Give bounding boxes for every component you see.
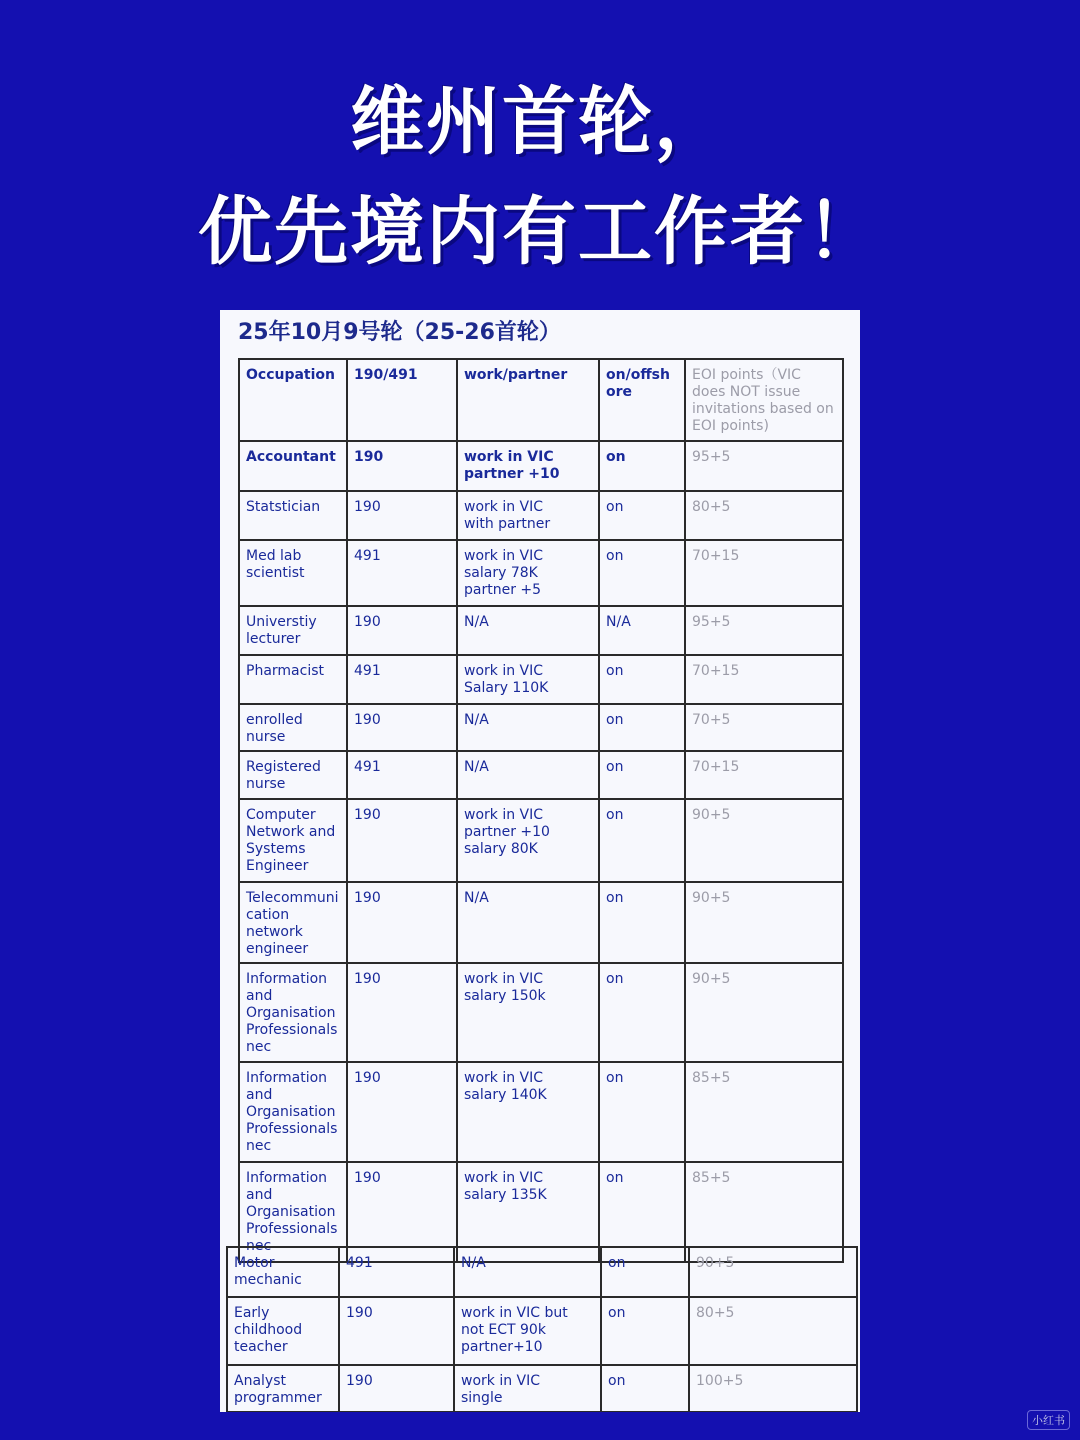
visa-cell: 190	[347, 799, 457, 882]
table-row	[239, 751, 843, 799]
shore-cell: on	[599, 799, 685, 882]
occupation-cell: Motor mechanic	[227, 1247, 339, 1297]
occupation-cell: Information and Organisation Professionals nec	[239, 963, 347, 1062]
work-partner-cell: work in VIC but not ECT 90k partner+10	[454, 1297, 601, 1365]
shore-cell: N/A	[599, 606, 685, 655]
visa-cell: 190	[347, 491, 457, 540]
shore-cell: on	[601, 1297, 689, 1365]
visa-cell: 491	[339, 1247, 454, 1297]
watermark: 小红书	[1027, 1410, 1070, 1430]
eoi-points-cell: 70+15	[685, 655, 843, 704]
shore-cell: on	[599, 491, 685, 540]
shore-cell: on	[599, 1062, 685, 1162]
work-partner-cell: work in VIC salary 140K	[457, 1062, 599, 1162]
table-row	[239, 704, 843, 751]
table-row	[239, 1062, 843, 1162]
eoi-points-cell: 90+5	[685, 963, 843, 1062]
shore-cell: on	[599, 540, 685, 606]
shore-cell: on	[601, 1247, 689, 1297]
table-row	[227, 1365, 857, 1412]
table-row	[239, 655, 843, 704]
eoi-points-cell: 90+5	[685, 882, 843, 963]
visa-cell: 190	[347, 441, 457, 491]
occupation-cell: enrolled nurse	[239, 704, 347, 751]
header-occupation: Occupation	[239, 359, 347, 441]
eoi-points-cell: 70+15	[685, 751, 843, 799]
work-partner-cell: work in VIC salary 150k	[457, 963, 599, 1062]
table-row	[239, 963, 843, 1062]
eoi-points-cell: 85+5	[685, 1062, 843, 1162]
occupation-cell: Pharmacist	[239, 655, 347, 704]
visa-cell: 190	[347, 1162, 457, 1262]
eoi-points-cell: 85+5	[685, 1162, 843, 1262]
table-row	[239, 882, 843, 963]
occupation-cell: Universtiy lecturer	[239, 606, 347, 655]
visa-cell: 190	[347, 704, 457, 751]
occupation-cell: Early childhood teacher	[227, 1297, 339, 1365]
table-row	[239, 799, 843, 882]
occupation-cell: Statstician	[239, 491, 347, 540]
work-partner-cell: work in VIC salary 135K	[457, 1162, 599, 1262]
document-card	[220, 310, 860, 1412]
eoi-points-cell: 70+15	[685, 540, 843, 606]
shore-cell: on	[599, 882, 685, 963]
shore-cell: on	[599, 1162, 685, 1262]
shore-cell: on	[601, 1365, 689, 1412]
table-row	[239, 441, 843, 491]
visa-cell: 190	[347, 1062, 457, 1162]
visa-cell: 491	[347, 655, 457, 704]
occupation-cell: Computer Network and Systems Engineer	[239, 799, 347, 882]
headline-line-1: 维州首轮，	[350, 79, 730, 165]
shore-cell: on	[599, 704, 685, 751]
eoi-points-cell: 95+5	[685, 606, 843, 655]
table-row	[239, 491, 843, 540]
visa-cell: 190	[347, 606, 457, 655]
shore-cell: on	[599, 963, 685, 1062]
work-partner-cell: N/A	[457, 606, 599, 655]
shore-cell: on	[599, 751, 685, 799]
header-eoi-points: EOI points（VIC does NOT issue invitations based on EOI points)	[685, 359, 843, 441]
shore-cell: on	[599, 441, 685, 491]
occupation-cell: Information and Organisation Professionals nec	[239, 1062, 347, 1162]
shore-cell: on	[599, 655, 685, 704]
occupation-cell: Accountant	[239, 441, 347, 491]
occupation-cell: Analyst programmer	[227, 1365, 339, 1412]
occupation-cell: Telecommunication network engineer	[239, 882, 347, 963]
eoi-points-cell: 90+5	[685, 799, 843, 882]
occupation-cell: Med lab scientist	[239, 540, 347, 606]
work-partner-cell: N/A	[454, 1247, 601, 1297]
eoi-points-cell: 80+5	[689, 1297, 857, 1365]
visa-cell: 190	[339, 1297, 454, 1365]
work-partner-cell: N/A	[457, 704, 599, 751]
eoi-points-cell: 100+5	[689, 1365, 857, 1412]
visa-cell: 190	[347, 963, 457, 1062]
eoi-points-cell: 90+5	[689, 1247, 857, 1297]
eoi-points-cell: 70+5	[685, 704, 843, 751]
header-visa: 190/491	[347, 359, 457, 441]
visa-cell: 491	[347, 540, 457, 606]
table-row	[239, 540, 843, 606]
work-partner-cell: work in VIC partner +10 salary 80K	[457, 799, 599, 882]
work-partner-cell: work in VIC Salary 110K	[457, 655, 599, 704]
work-partner-cell: N/A	[457, 882, 599, 963]
table-row	[227, 1247, 857, 1297]
header-work-partner: work/partner	[457, 359, 599, 441]
headline-line-2: 优先境内有工作者！	[198, 189, 882, 275]
visa-cell: 491	[347, 751, 457, 799]
work-partner-cell: work in VIC partner +10	[457, 441, 599, 491]
table-row	[227, 1297, 857, 1365]
table-row	[239, 606, 843, 655]
work-partner-cell: work in VIC salary 78K partner +5	[457, 540, 599, 606]
header-shore: on/offshore	[599, 359, 685, 441]
occupation-cell: Information and Organisation Professionals nec	[239, 1162, 347, 1262]
occupation-table	[238, 358, 844, 1263]
card-title: 25年10月9号轮（25-26首轮）	[238, 320, 561, 345]
occupation-cell: Registered nurse	[239, 751, 347, 799]
visa-cell: 190	[339, 1365, 454, 1412]
eoi-points-cell: 80+5	[685, 491, 843, 540]
occupation-table-continued	[226, 1246, 858, 1412]
table-header-row	[239, 359, 843, 441]
visa-cell: 190	[347, 882, 457, 963]
eoi-points-cell: 95+5	[685, 441, 843, 491]
work-partner-cell: work in VIC with partner	[457, 491, 599, 540]
work-partner-cell: N/A	[457, 751, 599, 799]
work-partner-cell: work in VIC single	[454, 1365, 601, 1412]
